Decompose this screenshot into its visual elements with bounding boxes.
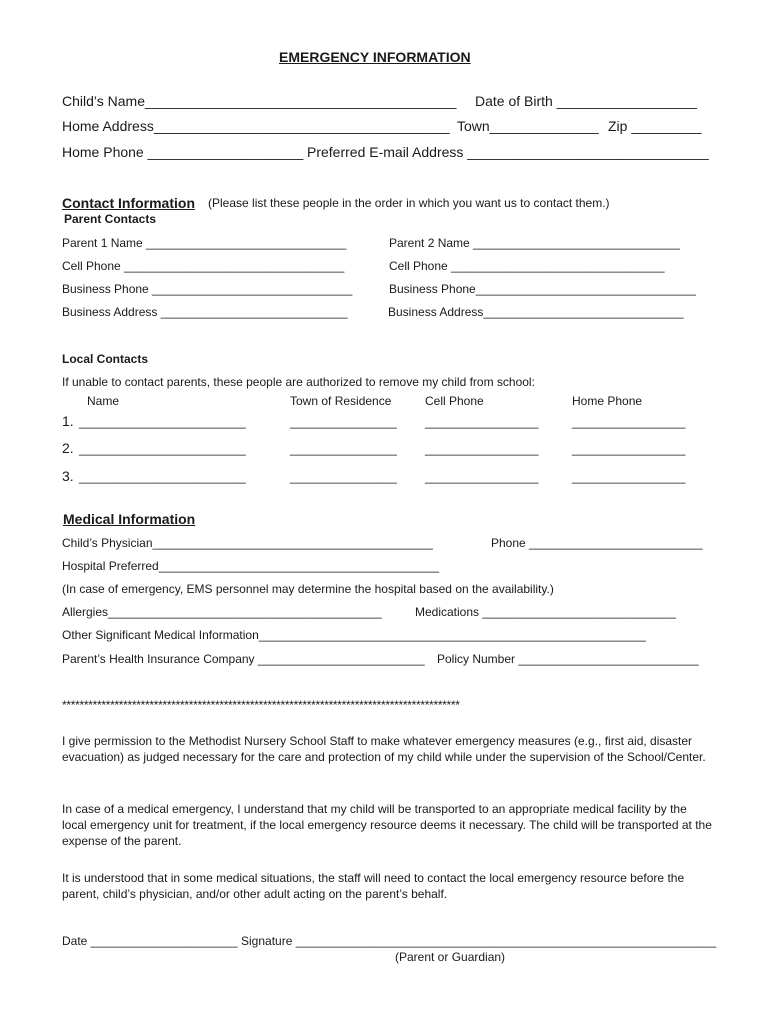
column-header-town: Town of Residence xyxy=(290,394,392,408)
home-phone-field[interactable]: Home Phone ____________________ xyxy=(62,144,304,160)
hospital-preferred-field[interactable]: Hospital Preferred__________________________________________ xyxy=(62,559,440,573)
local-contact-2-name-field[interactable]: _________________________ xyxy=(79,442,246,456)
parent2-name-field[interactable]: Parent 2 Name _______________________________ xyxy=(389,236,680,250)
parent1-cell-phone-field[interactable]: Cell Phone _________________________________ xyxy=(62,259,345,273)
asterisk-separator: ******************************************************************************************* xyxy=(62,698,460,712)
column-header-home-phone: Home Phone xyxy=(572,394,643,408)
parent1-business-address-field[interactable]: Business Address ____________________________ xyxy=(62,305,348,319)
local-contact-1-home-field[interactable]: _________________ xyxy=(572,415,686,429)
local-contact-1-town-field[interactable]: ________________ xyxy=(290,415,397,429)
medical-information-heading: Medical Information xyxy=(63,511,196,527)
local-contact-row-number: 3. xyxy=(62,468,74,484)
policy-number-field[interactable]: Policy Number ___________________________ xyxy=(437,652,699,666)
local-contact-row-number: 2. xyxy=(62,440,74,456)
page-title: EMERGENCY INFORMATION xyxy=(279,49,471,65)
childs-physician-field[interactable]: Child’s Physician__________________________________________ xyxy=(62,536,433,550)
local-contact-3-town-field[interactable]: ________________ xyxy=(290,470,397,484)
local-contact-row-number: 1. xyxy=(62,413,74,429)
column-header-cell-phone: Cell Phone xyxy=(425,394,484,408)
local-resource-paragraph: It is understood that in some medical situations, the staff will need to contact the local emergency resource before the parent, child’s physician, and/or other adult acting on the parent’s behalf. xyxy=(62,871,685,901)
medical-emergency-paragraph: In case of a medical emergency, I understand that my child will be transported to an appropriate medical facility by the local emergency unit for treatment, if the local emergency resource deems it necessary. The child will be transported at the expense of the parent. xyxy=(62,802,712,848)
parent1-name-field[interactable]: Parent 1 Name ______________________________ xyxy=(62,236,347,250)
local-contacts-intro: If unable to contact parents, these people are authorized to remove my child from school: xyxy=(62,375,535,389)
local-contact-3-name-field[interactable]: _________________________ xyxy=(79,470,246,484)
medications-field[interactable]: Medications _____________________________ xyxy=(415,605,676,619)
parent2-cell-phone-field[interactable]: Cell Phone ________________________________ xyxy=(389,259,665,273)
health-insurance-field[interactable]: Parent’s Health Insurance Company _________________________ xyxy=(62,652,425,666)
parent2-business-phone-field[interactable]: Business Phone_________________________________ xyxy=(389,282,696,296)
local-contact-3-cell-field[interactable]: _________________ xyxy=(425,470,539,484)
physician-phone-field[interactable]: Phone __________________________ xyxy=(491,536,703,550)
home-address-field[interactable]: Home Address______________________________________ xyxy=(62,118,450,134)
date-field[interactable]: Date ______________________ xyxy=(62,934,238,948)
date-of-birth-field[interactable]: Date of Birth __________________ xyxy=(475,93,697,109)
local-contact-1-cell-field[interactable]: _________________ xyxy=(425,415,539,429)
zip-field[interactable]: Zip _________ xyxy=(608,118,702,134)
permission-paragraph: I give permission to the Methodist Nursery School Staff to make whatever emergency measures (e.g., first aid, disaster evacuation) as judged necessary for the care and protection of my child while under the supervision of the School/Center. xyxy=(62,734,706,764)
ems-note: (In case of emergency, EMS personnel may determine the hospital based on the availability.) xyxy=(62,582,554,596)
preferred-email-field[interactable]: Preferred E-mail Address _______________________________ xyxy=(307,144,709,160)
contact-information-heading: Contact Information xyxy=(62,195,195,211)
parent1-business-phone-field[interactable]: Business Phone ______________________________ xyxy=(62,282,353,296)
column-header-name: Name xyxy=(87,394,120,408)
contact-order-note: (Please list these people in the order in which you want us to contact them.) xyxy=(208,196,610,210)
signature-field[interactable]: Signature _______________________________________________________________ xyxy=(241,934,717,948)
parent-contacts-label: Parent Contacts xyxy=(64,212,157,226)
childs-name-field[interactable]: Child’s Name________________________________________ xyxy=(62,93,457,109)
town-field[interactable]: Town______________ xyxy=(457,118,599,134)
other-medical-info-field[interactable]: Other Significant Medical Information__________________________________________________________ xyxy=(62,628,646,642)
parent-or-guardian-label: (Parent or Guardian) xyxy=(395,950,506,964)
parent2-business-address-field[interactable]: Business Address______________________________ xyxy=(388,305,684,319)
local-contact-1-name-field[interactable]: _________________________ xyxy=(79,415,246,429)
local-contact-2-home-field[interactable]: _________________ xyxy=(572,442,686,456)
local-contact-3-home-field[interactable]: _________________ xyxy=(572,470,686,484)
local-contact-2-cell-field[interactable]: _________________ xyxy=(425,442,539,456)
local-contact-2-town-field[interactable]: ________________ xyxy=(290,442,397,456)
local-contacts-heading: Local Contacts xyxy=(62,352,149,366)
allergies-field[interactable]: Allergies_________________________________________ xyxy=(62,605,382,619)
